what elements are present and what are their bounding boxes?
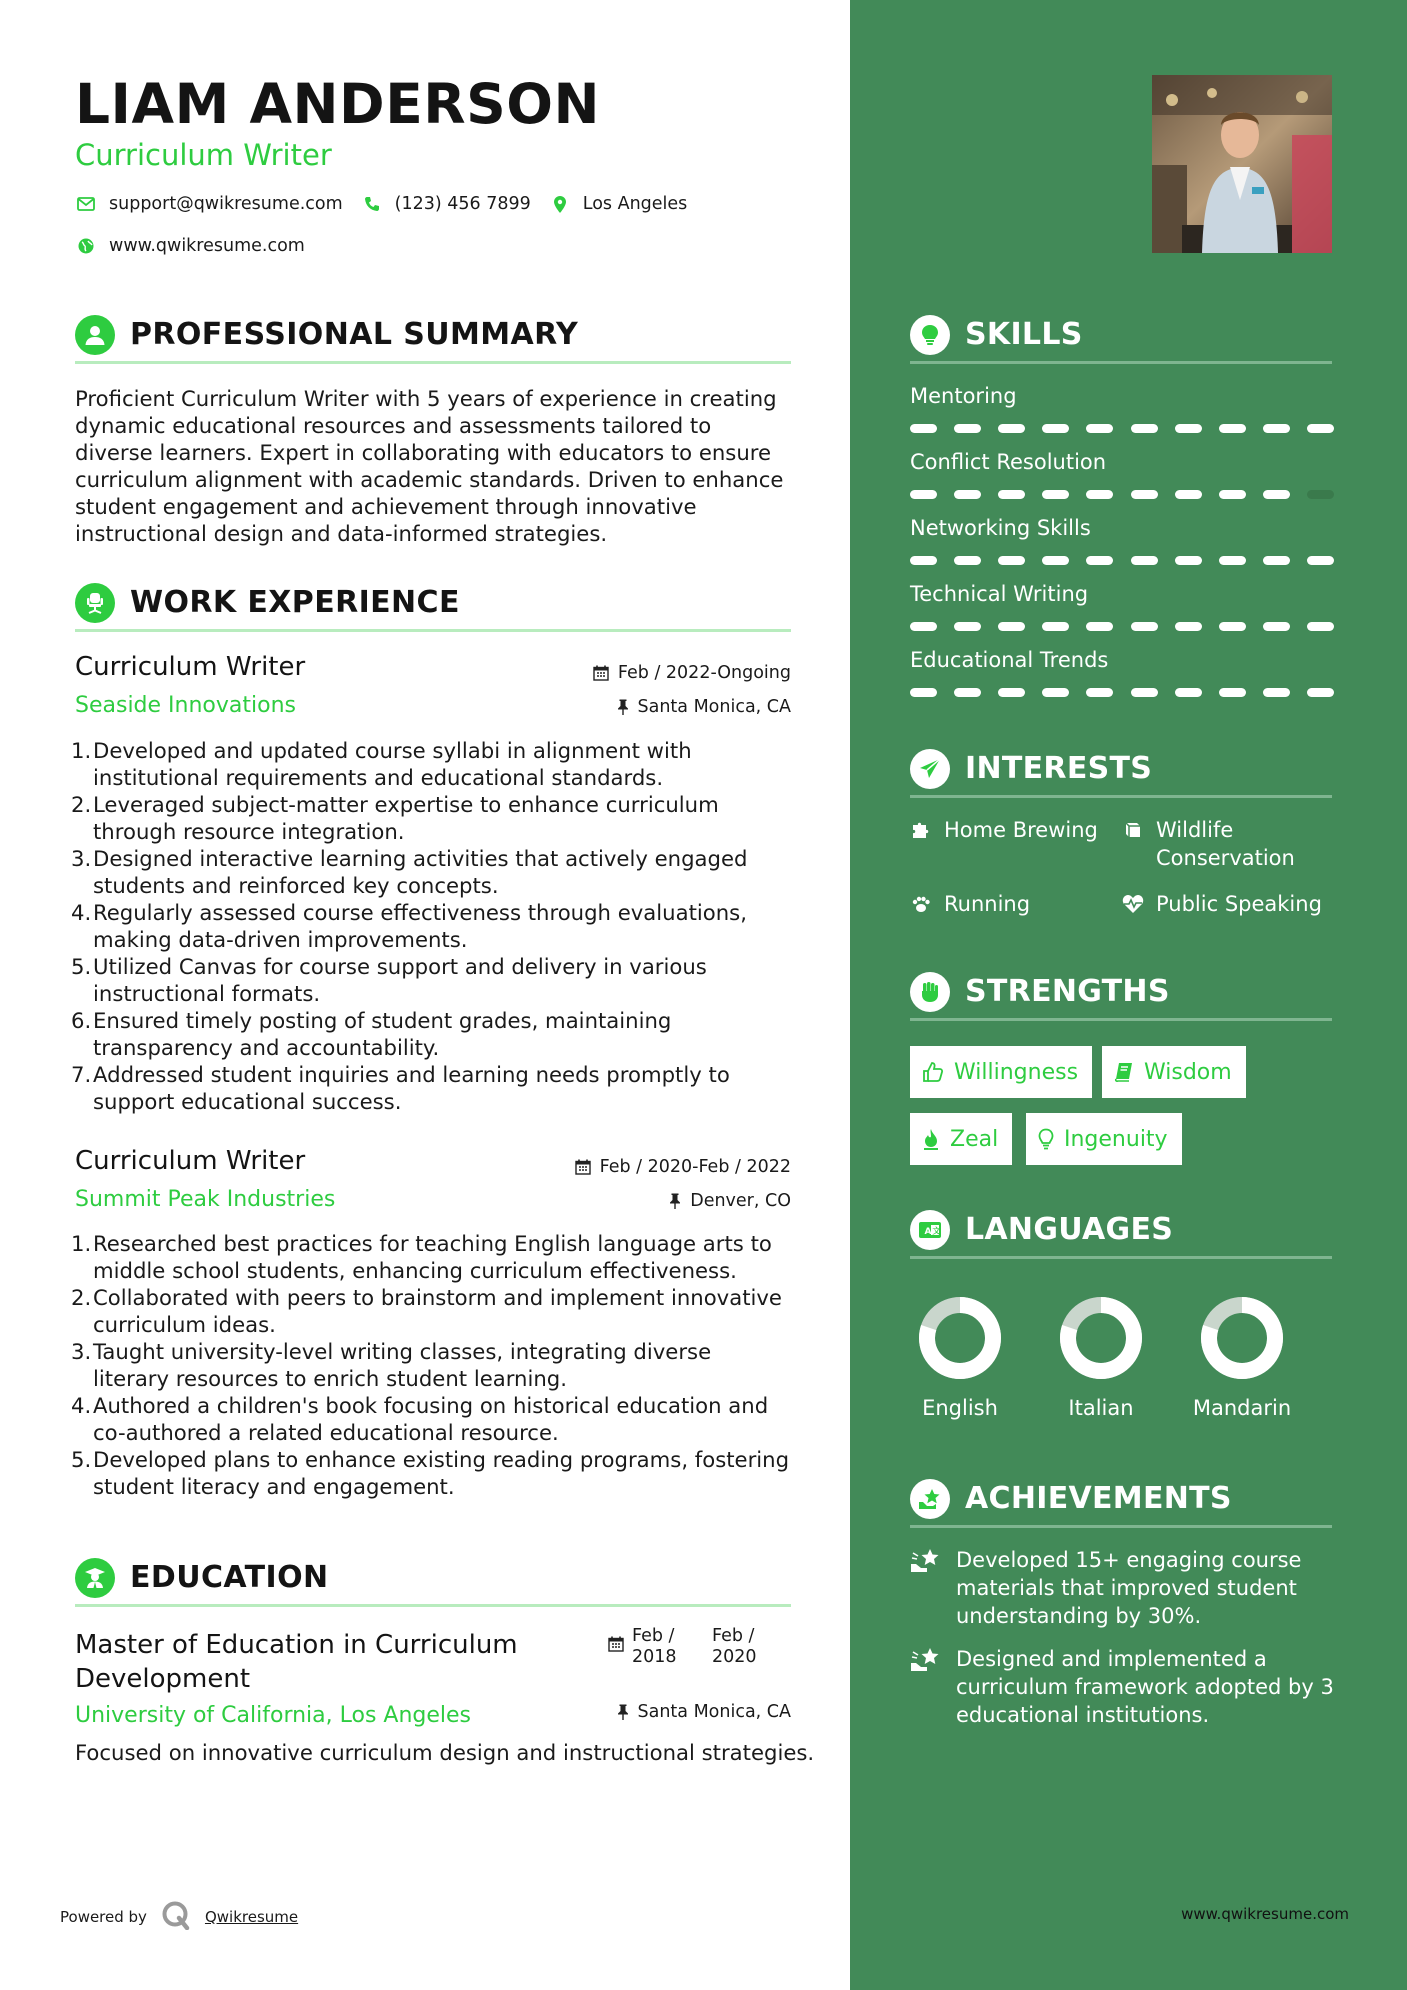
bullet-number: 2. [71,792,92,817]
summary-title: PROFESSIONAL SUMMARY [130,317,579,352]
strength-willingness-label: Willingness [954,1059,1079,1085]
interest-home-brewing [910,816,1098,844]
bullet-text: Developed plans to enhance existing reading programs, fostering student literacy and engagement. [93,1447,790,1499]
skill-level-segment [1263,622,1290,631]
sidebar [850,0,1407,1990]
language-item [890,1296,1030,1420]
star-hand-icon [910,1645,944,1673]
strength-zeal-label: Zeal [950,1126,999,1152]
skill-level-segment [910,490,937,499]
phone-icon [361,193,383,215]
job-2-dates-text: Feb / 2020-Feb / 2022 [599,1157,791,1177]
interest-wildlife-conservation [1122,816,1312,872]
job-2-title: Curriculum Writer [75,1146,306,1176]
job-bullet [71,737,791,791]
skill-level-segment [1086,424,1113,433]
job-bullet [71,791,791,845]
job-bullet [71,1061,791,1115]
strength-ingenuity [1026,1113,1182,1165]
skill-level-segment [1219,490,1246,499]
bullet-text: Regularly assessed course effectiveness through evaluations, making data-driven improvements. [93,900,747,952]
skill-level-segment [1042,688,1069,697]
job-1-bullets [71,737,791,1115]
bullet-number: 1. [71,738,92,763]
experience-title: WORK EXPERIENCE [130,585,460,620]
bullet-text: Ensured timely posting of student grades, maintaining transparency and accountability. [93,1008,672,1060]
skill-level-segment [1131,424,1158,433]
strength-ingenuity-label: Ingenuity [1064,1126,1168,1152]
skill-level-segment [998,556,1025,565]
language-proficiency-ring [918,1296,1002,1380]
language-item [1172,1296,1312,1420]
summary-section-header [75,308,791,364]
skill-level-bar [910,688,1334,697]
fist-icon [910,972,950,1012]
job-1-dates [593,663,791,683]
powered-by-label: Powered by [60,1908,147,1926]
skill-level-segment [954,556,981,565]
fire-icon [922,1128,940,1150]
office-chair-icon [75,583,115,623]
education-location-text: Santa Monica, CA [637,1702,791,1722]
languages-title: LANGUAGES [965,1212,1174,1247]
bullet-text: Developed and updated course syllabi in alignment with institutional requirements and educational standards. [93,738,692,790]
skill-level-segment [998,490,1025,499]
calendar-icon [608,1636,624,1668]
translate-icon [910,1210,950,1250]
skill-level-segment [1219,556,1246,565]
education-title: EDUCATION [130,1560,329,1595]
interests-title: INTERESTS [965,751,1153,786]
skill-level-bar [910,622,1334,631]
skill-level-segment [1175,490,1202,499]
job-1-company: Seaside Innovations [75,693,296,718]
bullet-number: 7. [71,1062,92,1087]
skill-level-segment [1307,424,1334,433]
svg-text:文: 文 [932,1226,941,1235]
paw-icon [910,890,932,918]
achievement-2 [910,1645,1340,1729]
summary-text: Proficient Curriculum Writer with 5 years of experience in creating dynamic educational resources and assessments tailored to diverse learners. Expert in collaborating with educators to ensure curriculum alignment with academic standards. Driven to enhance student engagement and achievement through innovative instructional design and data-informed strategies. [75,386,784,546]
skill-level-segment [1086,490,1113,499]
language-item [1031,1296,1171,1420]
skill-level-segment [1086,556,1113,565]
bullet-text: Authored a children's book focusing on historical education and co-authored a related educational resource. [93,1393,769,1445]
achievement-1 [910,1546,1340,1630]
language-name: English [922,1396,998,1420]
strengths-title: STRENGTHS [965,974,1170,1009]
strength-wisdom-label: Wisdom [1144,1059,1232,1085]
education-end: Feb / 2020 [712,1626,757,1667]
interest-public-speaking [1122,890,1322,918]
education-school: University of California, Los Angeles [75,1703,472,1728]
skill-level-segment [1307,490,1334,499]
contact-row-secondary [75,235,323,257]
footer-url[interactable]: www.qwikresume.com [1181,1905,1349,1923]
bullet-number: 4. [71,900,92,925]
footer-powered-by [60,1900,298,1934]
bullet-number: 5. [71,1447,92,1472]
skill-level-segment [1175,556,1202,565]
job-2-company: Summit Peak Industries [75,1187,336,1212]
skill-level-segment [1175,688,1202,697]
skill-level-bar [910,556,1334,565]
contact-phone[interactable]: (123) 456 7899 [394,194,531,214]
job-bullet [71,1284,791,1338]
lightbulb-icon [1038,1128,1054,1150]
skill-level-segment [1042,490,1069,499]
qwikresume-link[interactable]: Qwikresume [204,1908,299,1926]
candidate-role: Curriculum Writer [75,138,332,172]
experience-section-header [75,576,791,632]
skill-level-segment [954,490,981,499]
calendar-icon [575,1159,591,1175]
profile-photo [1152,75,1332,253]
job-bullet [71,1446,791,1500]
heartbeat-icon [1122,890,1144,918]
job-2-location [669,1191,791,1211]
bullet-number: 3. [71,846,92,871]
skill-name: Conflict Resolution [910,450,1107,474]
skill-level-segment [1131,688,1158,697]
education-location [617,1702,792,1722]
strength-zeal [910,1113,1012,1165]
book-icon [1122,816,1144,844]
interest-wildlife-conservation-label: Wildlife Conservation [1156,818,1295,870]
job-bullet [71,1338,791,1392]
strength-willingness [910,1046,1092,1098]
skill-level-segment [1219,424,1246,433]
job-2-bullets [71,1230,791,1500]
skill-level-segment [1131,556,1158,565]
skill-level-segment [910,688,937,697]
star-hand-icon [910,1479,950,1519]
skill-level-segment [1042,424,1069,433]
contact-website[interactable]: www.qwikresume.com [109,236,305,256]
skill-name: Technical Writing [910,582,1089,606]
achievements-title: ACHIEVEMENTS [965,1481,1232,1516]
job-bullet [71,899,791,953]
bullet-number: 1. [71,1231,92,1256]
lightbulb-icon [910,315,950,355]
pushpin-icon [669,1193,681,1209]
bullet-number: 2. [71,1285,92,1310]
skills-title: SKILLS [965,317,1083,352]
skill-level-segment [1086,622,1113,631]
skill-level-bar [910,490,1334,499]
skill-name: Educational Trends [910,648,1109,672]
skill-level-segment [954,622,981,631]
skill-level-segment [910,622,937,631]
pushpin-icon [617,699,629,715]
achievement-1-text: Developed 15+ engaging course materials that improved student understanding by 30%. [956,1548,1302,1628]
education-degree: Master of Education in Curriculum Development [75,1630,518,1694]
skill-level-segment [954,688,981,697]
language-proficiency-ring [1059,1296,1143,1380]
skill-level-bar [910,424,1334,433]
skill-level-segment [1219,622,1246,631]
paper-plane-icon [910,749,950,789]
puzzle-icon [910,816,932,844]
education-description: Focused on innovative curriculum design and instructional strategies. [75,1740,815,1765]
interest-running [910,890,1030,918]
skill-level-segment [1131,622,1158,631]
calendar-icon [593,665,609,681]
bullet-text: Addressed student inquiries and learning needs promptly to support educational success. [93,1062,730,1114]
job-2-dates [575,1157,791,1177]
education-start: Feb / 2018 [632,1626,677,1667]
bullet-text: Leveraged subject-matter expertise to enhance curriculum through resource integration. [93,792,719,844]
book-icon [1114,1062,1134,1082]
skills-section-header [910,308,1332,364]
languages-section-header [910,1203,1332,1259]
skill-level-segment [1086,688,1113,697]
interest-home-brewing-label: Home Brewing [944,818,1098,842]
bullet-text: Taught university-level writing classes, integrating diverse literary resources to enrich student learning. [93,1339,712,1391]
contact-email[interactable]: support@qwikresume.com [109,194,343,214]
education-section-header [75,1551,791,1607]
language-name: Italian [1068,1396,1134,1420]
interest-public-speaking-label: Public Speaking [1156,892,1322,916]
job-bullet [71,953,791,1007]
job-1-location-text: Santa Monica, CA [637,697,791,717]
job-bullet [71,1392,791,1446]
thumbs-up-icon [922,1061,944,1083]
job-bullet [71,845,791,899]
envelope-icon [75,193,97,215]
skill-level-segment [1263,556,1290,565]
job-bullet [71,1230,791,1284]
map-pin-icon [549,193,571,215]
job-bullet [71,1007,791,1061]
skill-level-segment [1263,688,1290,697]
skill-level-segment [910,556,937,565]
skill-level-segment [1307,688,1334,697]
bullet-number: 5. [71,954,92,979]
skill-name: Networking Skills [910,516,1091,540]
candidate-name: LIAM ANDERSON [75,72,601,136]
svg-text:A: A [924,1226,932,1237]
bullet-text: Utilized Canvas for course support and delivery in various instructional formats. [93,954,707,1006]
skill-name: Mentoring [910,384,1017,408]
skill-level-segment [954,424,981,433]
globe-icon [75,235,97,257]
skill-level-segment [998,688,1025,697]
graduate-icon [75,1558,115,1598]
job-1-title: Curriculum Writer [75,652,306,682]
job-1-location [617,697,792,717]
bullet-number: 3. [71,1339,92,1364]
education-dates [608,1626,792,1668]
achievements-section-header [910,1472,1332,1528]
skill-level-segment [998,622,1025,631]
star-hand-icon [910,1546,944,1574]
bullet-text: Designed interactive learning activities that actively engaged students and reinforced key concepts. [93,846,748,898]
bullet-number: 6. [71,1008,92,1033]
strengths-section-header [910,965,1332,1021]
strength-wisdom [1102,1046,1246,1098]
qwikresume-logo-icon [161,1900,191,1934]
pushpin-icon [617,1704,629,1720]
skill-level-segment [1175,424,1202,433]
user-icon [75,315,115,355]
skill-level-segment [1307,556,1334,565]
skill-level-segment [1307,622,1334,631]
skill-level-segment [1263,424,1290,433]
skill-level-segment [1263,490,1290,499]
skill-level-segment [1131,490,1158,499]
achievement-2-text: Designed and implemented a curriculum framework adopted by 3 educational institutions. [956,1647,1334,1727]
bullet-number: 4. [71,1393,92,1418]
job-1-dates-text: Feb / 2022-Ongoing [617,663,791,683]
job-2-location-text: Denver, CO [690,1191,791,1211]
language-name: Mandarin [1192,1396,1292,1420]
contact-row-primary [75,193,705,215]
skill-level-segment [1175,622,1202,631]
bullet-text: Researched best practices for teaching English language arts to middle school students, enhancing curriculum effectiveness. [93,1231,772,1283]
skill-level-segment [998,424,1025,433]
interest-running-label: Running [944,892,1031,916]
skill-level-segment [1219,688,1246,697]
skill-level-segment [1042,556,1069,565]
language-proficiency-ring [1200,1296,1284,1380]
skill-level-segment [910,424,937,433]
bullet-text: Collaborated with peers to brainstorm and implement innovative curriculum ideas. [93,1285,782,1337]
contact-location: Los Angeles [582,194,688,214]
skill-level-segment [1042,622,1069,631]
interests-section-header [910,742,1332,798]
